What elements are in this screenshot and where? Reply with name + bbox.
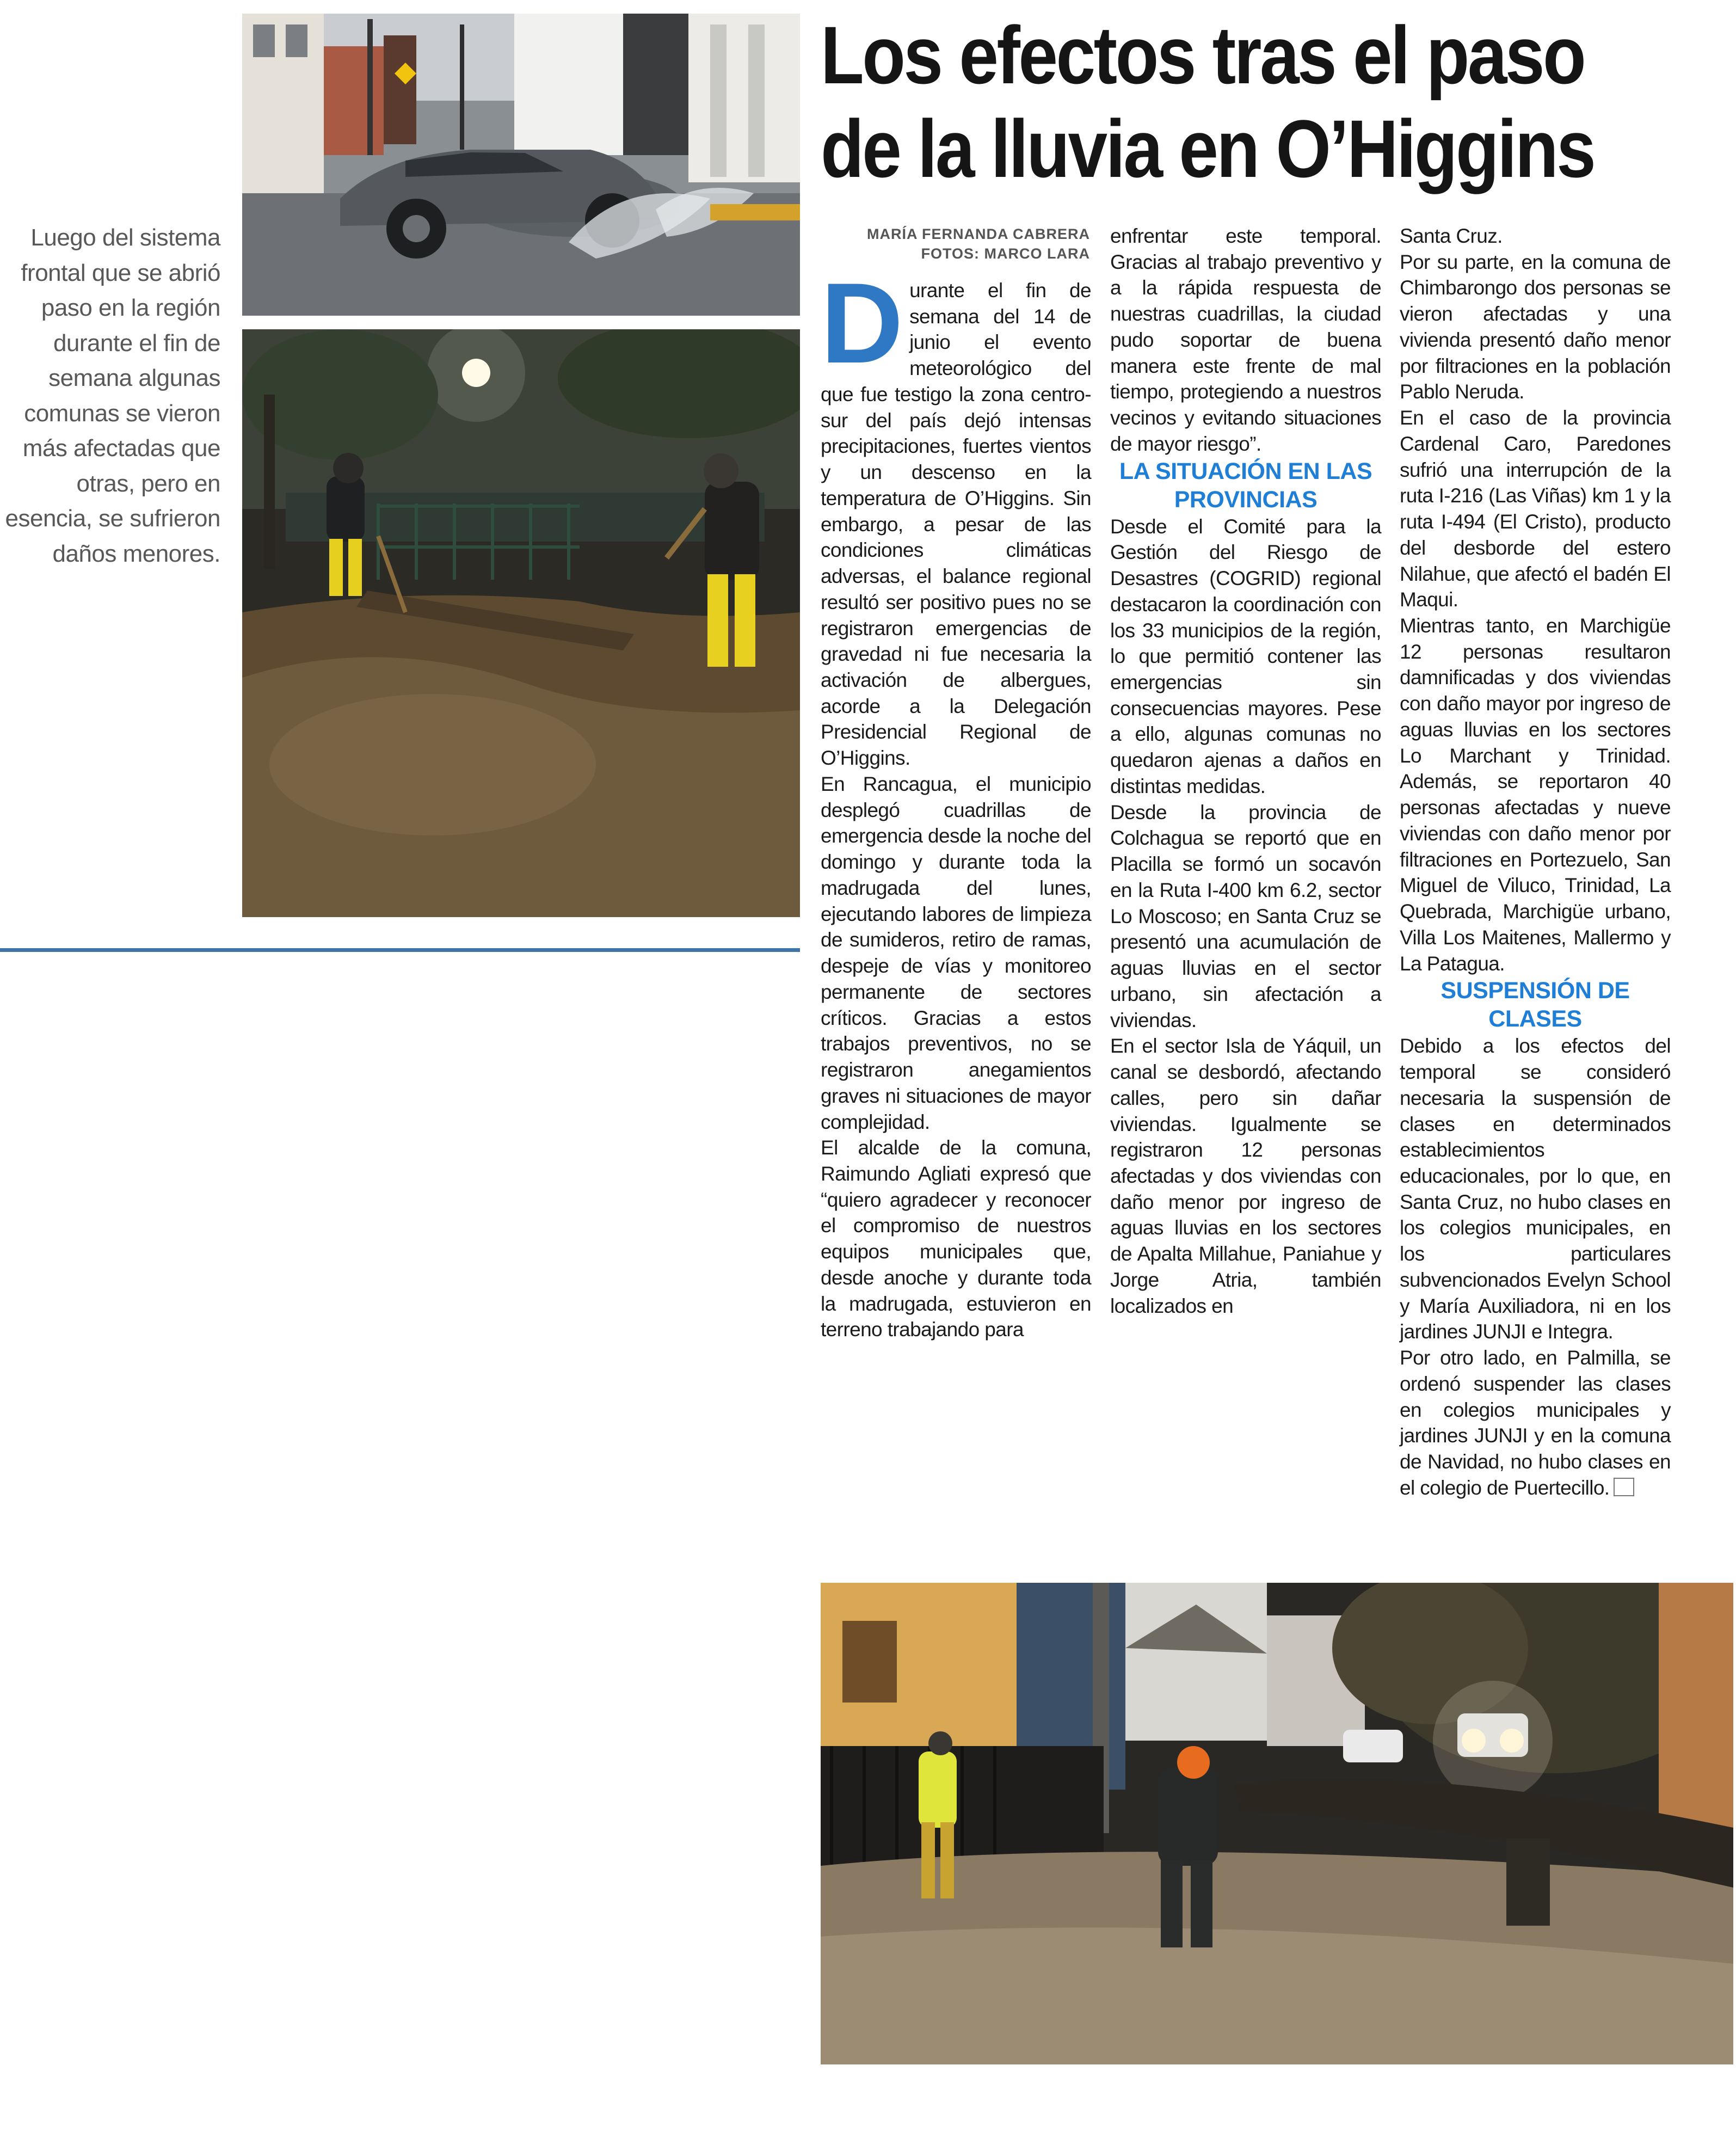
article-column-2 (1110, 223, 1381, 1319)
article-paragraph: El alcalde de la comuna, Raimundo Agliati expresó que “quiero agradecer y reconocer el compromiso de nuestros equipos municipales que, desde anoche y durante toda la madrugada, estuvieron en terreno trabajando para (821, 1136, 1091, 1341)
subhead-classes: SUSPENSIÓN DE CLASES (1440, 978, 1630, 1033)
article-column-3 (1400, 223, 1671, 1501)
article-paragraph: En el caso de la provincia Cardenal Caro, Paredones sufrió una interrupción de la ruta I-216 (Las Viñas) km 1 y la ruta I-494 (El Cristo), producto del desborde del estero Nilahue, que afectó el badén El Maqui. (1400, 407, 1671, 611)
byline-author: MARÍA FERNANDA CABRERA (867, 226, 1090, 242)
byline-photos: FOTOS: MARCO LARA (921, 245, 1090, 262)
headline-line-2: de la lluvia en O’Higgins (821, 103, 1595, 194)
article-paragraph (821, 259, 1091, 771)
headline-line-1: Los efectos tras el paso (821, 9, 1585, 101)
article-paragraph: Por su parte, en la comuna de Chimbarongo dos personas se vieron afectadas y una vivienda presentó daño menor por filtraciones en la población Pablo Neruda. (1400, 250, 1671, 403)
article-paragraph: Mientras tanto, en Marchigüe 12 personas resultaron damnificadas y dos viviendas con daño mayor por ingreso de aguas lluvias en los sectores Lo Marchant y Trinidad. Además, se reportaron 40 personas afectadas y nueve viviendas con daño menor por filtraciones en Portezuelo, San Miguel de Viluco, Trinidad, La Quebrada, Marchigüe urbano, Villa Los Maitenes, Mallermo y La Patagua. (1400, 614, 1671, 975)
article-paragraph: En el sector Isla de Yáquil, un canal se desbordó, afectando calles, pero sin dañar viviendas. Igualmente se registraron 12 personas afectadas y dos viviendas con daño menor por ingreso de aguas lluvias en los sectores de Apalta Millahue, Paniahue y Jorge Atria, también localizados en (1110, 1035, 1381, 1317)
photo-flooded-street (242, 14, 800, 316)
section-divider (0, 948, 800, 952)
photo-fallen-tree (821, 1583, 1733, 2064)
article-paragraph: Debido a los efectos del temporal se consideró necesaria la suspensión de clases en determinados establecimientos educacionales, por lo que, en Santa Cruz, no hubo clases en los colegios municipales, en los particulares subvencionados Evelyn School y María Auxiliadora, ni en los jardines JUNJI e Integra. (1400, 1035, 1671, 1343)
article-paragraph: En Rancagua, el municipio desplegó cuadrillas de emergencia desde la noche del domingo y durante toda la madrugada del lunes, ejecutando labores de limpieza de sumideros, retiro de ramas, despeje de vías y monitoreo permanente de sectores críticos. Gracias a estos trabajos preventivos, no se registraron anegamientos graves ni situaciones de mayor complejidad. (821, 772, 1091, 1133)
article-paragraph: Por otro lado, en Palmilla, se ordenó suspender las clases en colegios municipales y jardines JUNJI y en la comuna de Navidad, no hubo clases en el colegio de Puertecillo. (1400, 1347, 1671, 1499)
headline (821, 8, 1606, 195)
article-paragraph-continued: enfrentar este temporal. Gracias al trabajo preventivo y a la rápida respuesta de nuestras cuadrillas, la ciudad pudo soportar de buena manera este frente de mal tiempo, protegiendo a nuestros vecinos y evitando situaciones de mayor riesgo”. (1110, 225, 1381, 455)
subhead-provinces: LA SITUACIÓN EN LAS PROVINCIAS (1119, 458, 1372, 513)
article-column-1 (821, 259, 1091, 1343)
photo-workers-clearing-drain (242, 329, 800, 917)
photo-caption: Luego del sistema frontal que se abrió paso en la región durante el fin de semana algunas comunas se vieron más afectadas que otras, pero en esencia, se sufrieron daños menores. (5, 224, 220, 567)
article-paragraph: Desde el Comité para la Gestión del Riesgo de Desastres (COGRID) regional destacaron la coordinación con los 33 municipios de la región, lo que permitió contener las emergencias sin consecuencias mayores. Pese a ello, algunas comunas no quedaron ajenas a daños en distintas medidas. (1110, 515, 1381, 797)
drop-cap: D (821, 259, 903, 387)
paragraph-text: urante el fin de semana del 14 de junio el evento meteorológico del que fue testigo la zona centro-sur del país dejó intensas precipitaciones, fuertes vientos y un descenso en la temperatura de O’Higgins. Sin embargo, a pesar de las condiciones climáticas adversas, el balance regional resultó ser positivo pues no se registraron emergencias de gravedad ni fue necesaria la activación de albergues, acorde a la Delegación Presidencial Regional de O’Higgins. (821, 279, 1091, 770)
article-paragraph-continued: Santa Cruz. (1400, 225, 1503, 247)
article-paragraph: Desde la provincia de Colchagua se reportó que en Placilla se formó un socavón en la Ruta I-400 km 6.2, sector Lo Moscoso; en Santa Cruz se presentó una acumulación de aguas lluvias en el sector urbano, sin afectación a viviendas. (1110, 801, 1381, 1031)
end-mark-icon (1614, 1478, 1634, 1496)
